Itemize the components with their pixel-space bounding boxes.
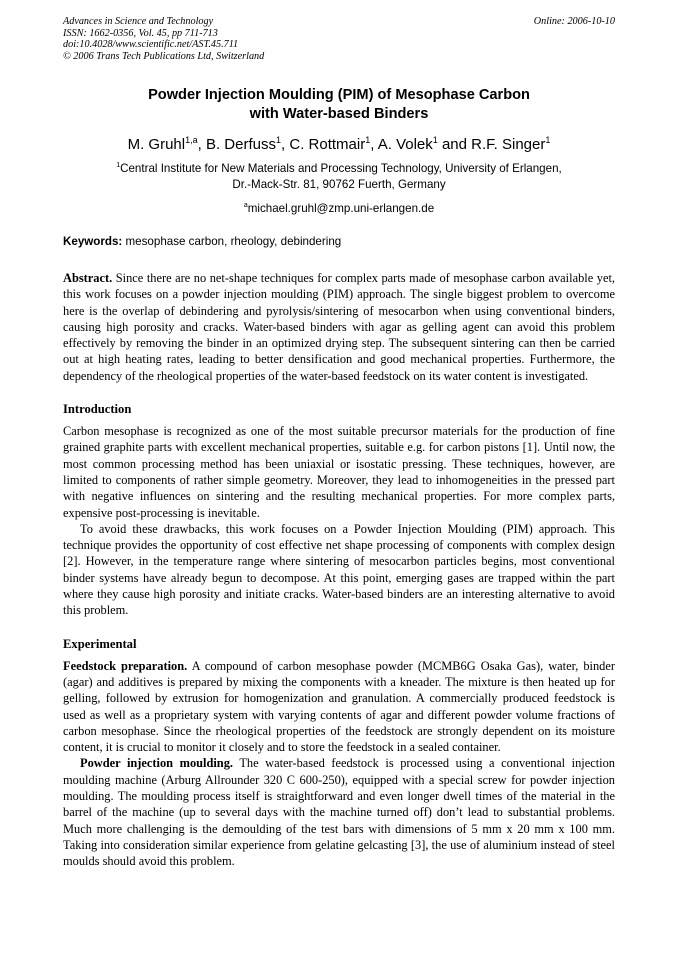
title-line-1: Powder Injection Moulding (PIM) of Mesophase Carbon: [148, 87, 530, 103]
author-affiliation-mark: 1: [276, 135, 282, 145]
author-name: M. Gruhl: [127, 136, 186, 153]
author-list: [63, 136, 615, 154]
journal-name: Advances in Science and Technology: [63, 16, 214, 27]
title-line-2: with Water-based Binders: [249, 106, 429, 122]
pim-paragraph: The water-based feedstock is processed using a conventional injection moulding machine (Arburg Allrounder 320 C 600-250), equipped with a special screw for powder injection moulding. The moulding process itself is straightforward and even longer dwell times of the material in the barrel of the machine (up to several days with the machine turned off) don’t lead to substantial problems. Much more challenging is the demoulding of the test bars with dimensions of 5 mm x 20 mm x 100 mm. Taking into consideration similar experience from gelatine gelcasting [3], the use of aluminium instead of steel moulds should avoid this problem.: [63, 756, 616, 869]
paper-page: [63, 16, 615, 870]
introduction-paragraph-1: Carbon mesophase is recognized as one of the most suitable precursor materials for the production of fine grained graphite parts with excellent mechanical properties, suitable e.g. for carbon pistons [1]. Until now, the most common processing method has been uniaxial or isostatic pressing. These techniques, however, are limited to components of rather simple geometry. Moreover, they lead to inhomogeneities in the pressed part with negative influences on sintering and the resulting mechanical properties. For more complex parts, expensive post-processing is inevitable.: [63, 424, 615, 520]
abstract-text: Since there are no net-shape techniques for complex parts made of mesophase carbon available yet, this work focuses on a powder injection moulding (PIM) approach. The single biggest problem to overcome here is the overlap of debindering and pyrolysis/sintering of mesocarbon when using conventional binders, causing high porosity and cracks. Water-based binders with agar as gelling agent can avoid this problem effectively by removing the binder in an optimized drying step. The subsequent sintering can then be carried out at high heating rates, leading to better densification and good mechanical properties. Furthermore, the dependency of the rheological properties of the water-based feedstock on its water content is investigated.: [63, 271, 615, 383]
pim-label: Powder injection moulding.: [80, 756, 233, 771]
author-affiliation-mark: 1: [545, 135, 551, 145]
journal-header: [63, 16, 615, 62]
affiliation: [63, 161, 615, 193]
author-affiliation-mark: 1,a: [185, 135, 198, 145]
introduction-heading: Introduction: [63, 402, 132, 417]
abstract: [63, 270, 615, 384]
online-date: Online: 2006-10-10: [533, 16, 615, 27]
abstract-label: Abstract.: [63, 271, 113, 285]
affiliation-line-1: Central Institute for New Materials and Processing Technology, University of Erlangen,: [120, 162, 562, 175]
author-separator: ,: [197, 136, 206, 153]
keywords-label: Keywords:: [63, 235, 123, 248]
author-separator: ,: [370, 136, 378, 153]
keywords: [63, 234, 615, 250]
author-separator: ,: [281, 136, 290, 153]
email-address: michael.gruhl@zmp.uni-erlangen.de: [247, 202, 435, 215]
experimental-heading: Experimental: [63, 636, 137, 651]
feedstock-label: Feedstock preparation.: [63, 658, 188, 673]
keywords-text: mesophase carbon, rheology, debindering: [125, 235, 342, 248]
paper-title: [63, 86, 615, 124]
author-affiliation-mark: 1: [365, 135, 371, 145]
affiliation-line-2: Dr.-Mack-Str. 81, 90762 Fuerth, Germany: [232, 178, 446, 191]
doi-line: doi:10.4028/www.scientific.net/AST.45.711: [63, 39, 239, 50]
author-name: A. Volek: [377, 136, 433, 153]
issn-line: ISSN: 1662-0356, Vol. 45, pp 711-713: [63, 27, 218, 39]
email-mark: a: [243, 202, 248, 210]
author-name: R.F. Singer: [471, 136, 546, 153]
author-affiliation-mark: 1: [432, 135, 438, 145]
author-name: B. Derfuss: [205, 136, 276, 153]
author-name: C. Rottmair: [289, 136, 366, 153]
introduction-paragraph-2: To avoid these drawbacks, this work focuses on a Powder Injection Moulding (PIM) approach. This technique provides the opportunity of cost effective net shape processing of components with complex design [2]. However, in the temperature range where sintering of mesocarbon particles begins, most conventional binder systems have already begun to decompose. At this point, emerging gases are trapped within the part where they cause high porosity and initiate cracks. Water-based binders are an interesting alternative to avoid this problem.: [63, 521, 615, 618]
affiliation-mark: 1: [116, 162, 121, 170]
experimental-section: [63, 658, 615, 870]
author-separator: and: [437, 136, 472, 153]
copyright-line: © 2006 Trans Tech Publications Ltd, Switzerland: [63, 50, 265, 62]
contact-email: [63, 201, 615, 217]
introduction-section: [63, 423, 615, 619]
feedstock-paragraph: A compound of carbon mesophase powder (MCMB6G Osaka Gas), water, binder (agar) and additives is prepared by mixing the components with a kneader. The mixture is then heated up for gelling, followed by extrusion for homogenization and granulation. A commercially produced feedstock is used as well as a proprietary system with varying contents of agar and different powder volume fractions of carbon mesophase. Since the rheological properties of the feedstock are strongly dependent on its moisture content, it is crucial to monitor it closely and to store the feedstock in a sealed container.: [63, 658, 615, 755]
